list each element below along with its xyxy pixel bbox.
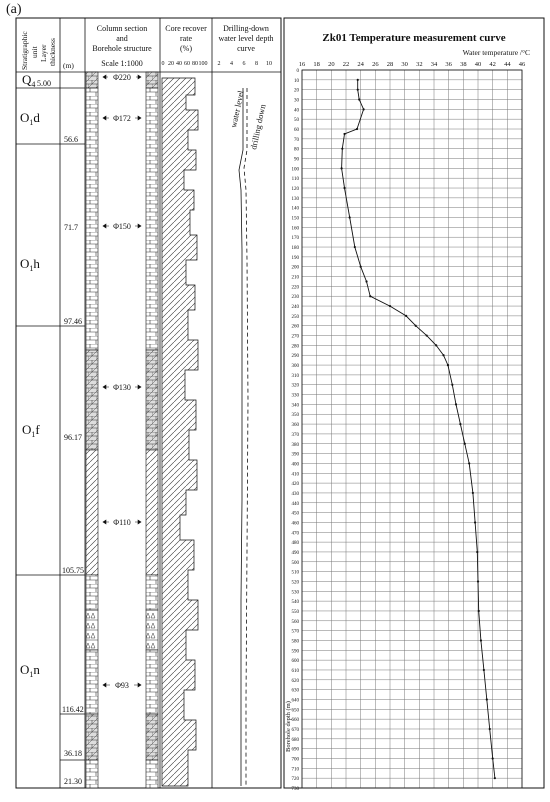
diameter-172: Φ172: [113, 114, 131, 123]
core-tick-80: 80: [192, 61, 198, 67]
data-point: [489, 728, 491, 730]
diameter-110: Φ110: [113, 518, 131, 527]
thickness-o1h-a: 71.7: [64, 223, 78, 232]
data-point: [357, 79, 359, 81]
x-tick-label: 32: [416, 61, 423, 68]
y-tick-label: 240: [291, 305, 299, 311]
drilling-tick-6: 6: [242, 61, 246, 67]
data-point: [341, 148, 343, 150]
header-drill-2: water level depth: [218, 34, 274, 43]
y-tick-label: 30: [294, 98, 299, 104]
x-tick-label: 36: [445, 61, 452, 68]
y-tick-label: 40: [294, 108, 299, 114]
y-tick-label: 680: [291, 737, 299, 743]
y-tick-label: 600: [291, 659, 299, 665]
y-tick-label: 230: [291, 295, 299, 301]
y-axis-label: Borehole depth (m): [285, 701, 292, 752]
y-tick-label: 320: [291, 383, 299, 389]
data-point: [341, 167, 343, 169]
y-tick-label: 690: [291, 747, 299, 753]
y-tick-label: 420: [291, 482, 299, 488]
data-point: [492, 757, 494, 759]
temperature-series: [341, 79, 496, 780]
data-point: [343, 187, 345, 189]
data-point: [478, 610, 480, 612]
plot-frame: [302, 70, 522, 788]
x-tick-label: 22: [342, 61, 350, 68]
data-point: [357, 89, 359, 91]
header-thickness-unit: (m): [63, 61, 74, 70]
chart-title: Zk01 Temperature measurement curve: [322, 32, 506, 44]
x-tick-label: 24: [357, 61, 364, 68]
y-tick-label: 460: [291, 521, 299, 527]
x-tick-label: 28: [386, 61, 394, 68]
header-core-1: Core recover: [165, 24, 207, 33]
core-tick-20: 20: [168, 61, 174, 67]
water-level-label: water level: [228, 89, 246, 129]
panel-label: (a): [6, 2, 22, 17]
core-tick-40: 40: [176, 61, 182, 67]
y-tick-label: 10: [294, 78, 299, 84]
data-point: [451, 384, 453, 386]
y-tick-label: 150: [291, 216, 299, 222]
core-tick-0: 0: [161, 61, 165, 67]
unit-q4: $Q_4$: [22, 72, 36, 89]
header-strat-unit: Stratigraphic: [20, 31, 29, 70]
y-tick-label: 310: [291, 373, 299, 379]
y-tick-label: 510: [291, 570, 299, 576]
x-tick-label: 34: [430, 61, 438, 68]
y-tick-label: 250: [291, 314, 299, 320]
header-core-2: rate: [180, 34, 192, 43]
data-point: [365, 280, 367, 282]
y-tick-label: 190: [291, 255, 299, 261]
y-tick-label: 0: [296, 69, 299, 74]
y-tick-label: 260: [291, 324, 299, 330]
y-tick-label: 550: [291, 609, 299, 615]
y-tick-label: 450: [291, 511, 299, 517]
x-tick-label: 44: [504, 61, 511, 68]
y-tick-label: 730: [291, 787, 299, 792]
y-tick-label: 580: [291, 639, 299, 645]
unit-o1n: $O_1n$: [20, 662, 40, 679]
y-tick-label: 220: [291, 285, 299, 291]
series-line: [342, 80, 495, 778]
y-tick-label: 140: [291, 206, 299, 212]
data-point: [405, 315, 407, 317]
core-tick-100: 100: [198, 61, 208, 67]
y-tick-label: 280: [291, 344, 299, 350]
thickness-o1f-b: 105.75: [62, 566, 84, 575]
x-tick-label: 18: [313, 61, 320, 68]
y-tick-label: 660: [291, 718, 299, 724]
x-tick-label: 30: [401, 61, 408, 68]
header-column-2: and: [116, 34, 128, 43]
y-tick-label: 430: [291, 491, 299, 497]
y-tick-label: 610: [291, 668, 299, 674]
header-column-3: Borehole structure: [92, 44, 152, 53]
drilling-down-label: drilling down: [248, 103, 268, 151]
unit-o1d: $O_1d$: [20, 110, 40, 127]
y-tick-label: 520: [291, 580, 299, 586]
y-tick-label: 670: [291, 727, 299, 733]
data-point: [358, 98, 360, 100]
thickness-o1n-a: 116.42: [62, 705, 84, 714]
data-point: [442, 354, 444, 356]
data-point: [415, 325, 417, 327]
y-tick-label: 630: [291, 688, 299, 694]
data-point: [472, 492, 474, 494]
data-point: [369, 295, 371, 297]
x-tick-label: 16: [298, 61, 306, 68]
y-tick-label: 170: [291, 236, 299, 242]
data-point: [459, 423, 461, 425]
drilling-tick-8: 8: [255, 61, 258, 67]
y-tick-label: 720: [291, 777, 299, 783]
y-tick-label: 160: [291, 226, 299, 232]
y-tick-label: 360: [291, 423, 299, 429]
data-point: [426, 334, 428, 336]
data-point: [480, 639, 482, 641]
thickness-o1d: 56.6: [64, 135, 78, 144]
y-tick-label: 590: [291, 649, 299, 655]
y-tick-label: 340: [291, 403, 299, 409]
y-tick-label: 620: [291, 678, 299, 684]
data-point: [389, 305, 391, 307]
y-tick-label: 120: [291, 187, 299, 193]
unit-o1h: $O_1h$: [20, 256, 40, 273]
y-tick-label: 180: [291, 246, 299, 252]
data-point: [354, 246, 356, 248]
data-point: [483, 669, 485, 671]
y-tick-label: 130: [291, 196, 299, 202]
header-drill-1: Drilling-down: [223, 24, 269, 33]
header-strat-unit-2: unit: [30, 46, 39, 58]
header-column-1: Column section: [96, 24, 148, 33]
x-tick-labels: [299, 61, 526, 68]
data-point: [363, 108, 365, 110]
y-tick-label: 640: [291, 698, 299, 704]
y-tick-label: 540: [291, 600, 299, 606]
x-tick-label: 46: [518, 61, 526, 68]
drilling-tick-4: 4: [230, 61, 233, 67]
y-tick-label: 350: [291, 413, 299, 419]
y-tick-label: 330: [291, 393, 299, 399]
header-thickness-2: thickness: [48, 38, 57, 66]
data-point: [477, 580, 479, 582]
data-point: [455, 403, 457, 405]
data-point: [476, 551, 478, 553]
data-point: [486, 698, 488, 700]
data-point: [474, 521, 476, 523]
y-tick-label: 110: [291, 177, 299, 183]
y-tick-label: 650: [291, 708, 299, 714]
y-tick-label: 470: [291, 531, 299, 537]
thickness-o1n-b: 36.18: [64, 749, 82, 758]
x-tick-label: 40: [474, 61, 482, 68]
diameter-130: Φ130: [113, 383, 131, 392]
data-point: [494, 777, 496, 779]
y-tick-label: 500: [291, 560, 299, 566]
unit-o1f: $O_1f$: [22, 422, 40, 439]
header-scale: Scale 1:1000: [101, 59, 143, 68]
y-tick-label: 210: [291, 275, 299, 281]
diameter-93: Φ93: [115, 681, 129, 690]
header-core-3: (%): [180, 44, 192, 53]
y-tick-label: 100: [291, 167, 299, 173]
y-tick-label: 60: [294, 128, 299, 134]
y-tick-label: 90: [294, 157, 299, 163]
drilling-tick-10: 10: [266, 61, 272, 67]
y-tick-label: 560: [291, 619, 299, 625]
y-tick-label: 20: [294, 88, 299, 94]
y-tick-label: 380: [291, 442, 299, 448]
thickness-o1h-b: 97.46: [64, 317, 82, 326]
header-thickness: Layer: [39, 44, 48, 62]
data-point: [447, 364, 449, 366]
diameter-150: Φ150: [113, 222, 131, 231]
thickness-q4: 5.00: [37, 79, 51, 88]
y-tick-labels: [292, 69, 300, 792]
y-tick-label: 80: [294, 147, 299, 153]
data-point: [349, 216, 351, 218]
y-tick-label: 370: [291, 432, 299, 438]
y-tick-label: 530: [291, 590, 299, 596]
data-point: [343, 133, 345, 135]
x-tick-label: 38: [460, 61, 467, 68]
chart-grid: [302, 70, 522, 788]
y-tick-label: 570: [291, 629, 299, 635]
y-tick-label: 490: [291, 550, 299, 556]
y-tick-label: 480: [291, 541, 299, 547]
x-tick-label: 42: [489, 61, 496, 68]
thickness-o1n-c: 21.30: [64, 777, 82, 786]
data-point: [356, 128, 358, 130]
y-tick-label: 270: [291, 334, 299, 340]
y-tick-label: 290: [291, 354, 299, 360]
data-point: [360, 266, 362, 268]
diameter-220: Φ220: [113, 73, 131, 82]
data-point: [468, 462, 470, 464]
x-tick-label: 26: [372, 61, 379, 68]
y-tick-label: 300: [291, 364, 299, 370]
x-tick-label: 20: [328, 61, 335, 68]
data-point: [464, 443, 466, 445]
y-tick-label: 440: [291, 501, 299, 507]
y-tick-label: 390: [291, 452, 299, 458]
y-tick-label: 200: [291, 265, 299, 271]
y-tick-label: 410: [291, 472, 299, 478]
thickness-o1f-a: 96.17: [64, 433, 82, 442]
x-axis-label: Water temperature /°C: [462, 48, 530, 57]
core-tick-60: 60: [184, 61, 190, 67]
y-tick-label: 710: [291, 767, 299, 773]
y-tick-label: 400: [291, 462, 299, 468]
header-drill-3: curve: [237, 44, 255, 53]
y-tick-label: 50: [294, 118, 299, 124]
data-point: [435, 344, 437, 346]
y-tick-label: 70: [294, 137, 299, 143]
y-tick-label: 700: [291, 757, 299, 763]
drilling-tick-2: 2: [217, 61, 221, 67]
